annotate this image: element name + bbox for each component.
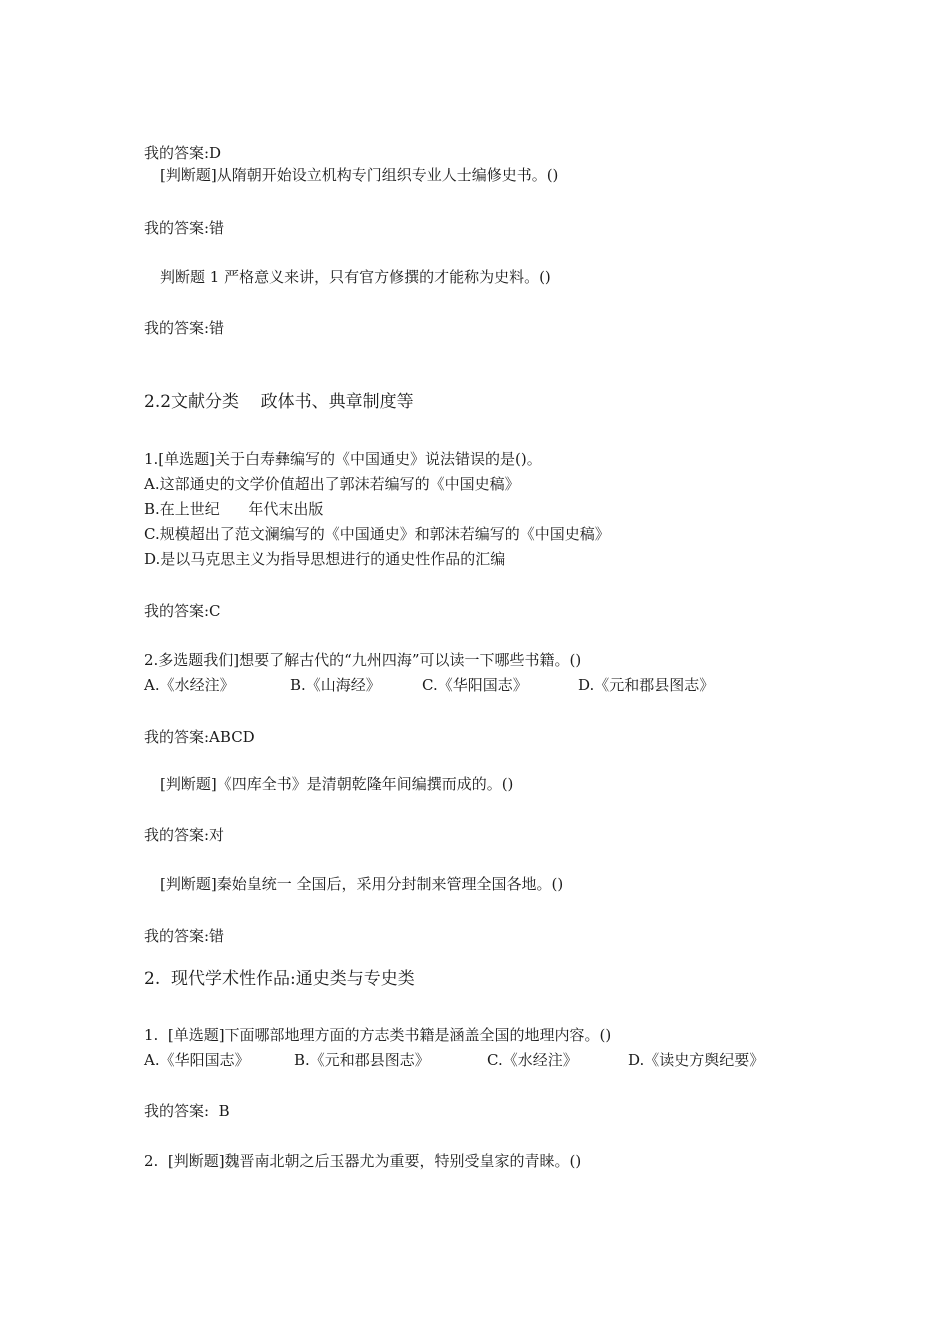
option-a: A.《华阳国志》 xyxy=(144,1051,250,1069)
question-stem: 2. [判断题]魏晋南北朝之后玉器尤为重要，特别受皇家的青睐。() xyxy=(144,1152,582,1170)
option-a: A.《水经注》 xyxy=(144,676,235,694)
answer-text: 我的答案:错 xyxy=(144,319,225,337)
option-c: C.规模超出了范文澜编写的《中国通史》和郭沫若编写的《中国史稿》 xyxy=(144,525,610,543)
option-a: A.这部通史的文学价值超出了郭沫若编写的《中国史稿》 xyxy=(144,475,520,493)
answer-text: 我的答案:错 xyxy=(144,927,225,945)
judge-question: [判断题]《四库全书》是清朝乾隆年间编撰而成的。() xyxy=(160,775,514,793)
answer-text: 我的答案:C xyxy=(144,602,221,620)
option-b: B.在上世纪 年代末出版 xyxy=(144,500,324,518)
answer-text: 我的答案:对 xyxy=(144,826,225,844)
answer-text: 我的答案:ABCD xyxy=(144,728,255,746)
option-c: C.《华阳国志》 xyxy=(422,676,528,694)
option-b: B.《山海经》 xyxy=(290,676,381,694)
option-d: D.是以马克思主义为指导思想进行的通史性作品的汇编 xyxy=(144,550,506,568)
judge-question: 判断题 1 严格意义来讲，只有官方修撰的才能称为史料。() xyxy=(160,268,551,286)
option-c: C.《水经注》 xyxy=(487,1051,578,1069)
option-d: D.《元和郡县图志》 xyxy=(578,676,715,694)
answer-text: 我的答案: B xyxy=(144,1102,230,1120)
section-heading: 2. 现代学术性作品:通史类与专史类 xyxy=(144,969,415,989)
answer-text: 我的答案:D xyxy=(144,144,222,162)
answer-text: 我的答案:错 xyxy=(144,219,225,237)
option-d: D.《读史方舆纪要》 xyxy=(628,1051,765,1069)
option-b: B.《元和郡县图志》 xyxy=(294,1051,430,1069)
question-stem: 1.[单选题]关于白寿彝编写的《中国通史》说法错误的是()。 xyxy=(144,450,542,468)
question-stem: 1. [单选题]下面哪部地理方面的方志类书籍是涵盖全国的地理内容。() xyxy=(144,1026,612,1044)
judge-question: [判断题]从隋朝开始设立机构专门组织专业人士编修史书。() xyxy=(160,166,559,184)
question-stem: 2.多选题我们]想要了解古代的“九州四海”可以读一下哪些书籍。() xyxy=(144,651,582,669)
judge-question: [判断题]秦始皇统一 全国后，采用分封制来管理全国各地。() xyxy=(160,875,564,893)
section-heading: 2.2文献分类 政体书、典章制度等 xyxy=(144,392,414,412)
